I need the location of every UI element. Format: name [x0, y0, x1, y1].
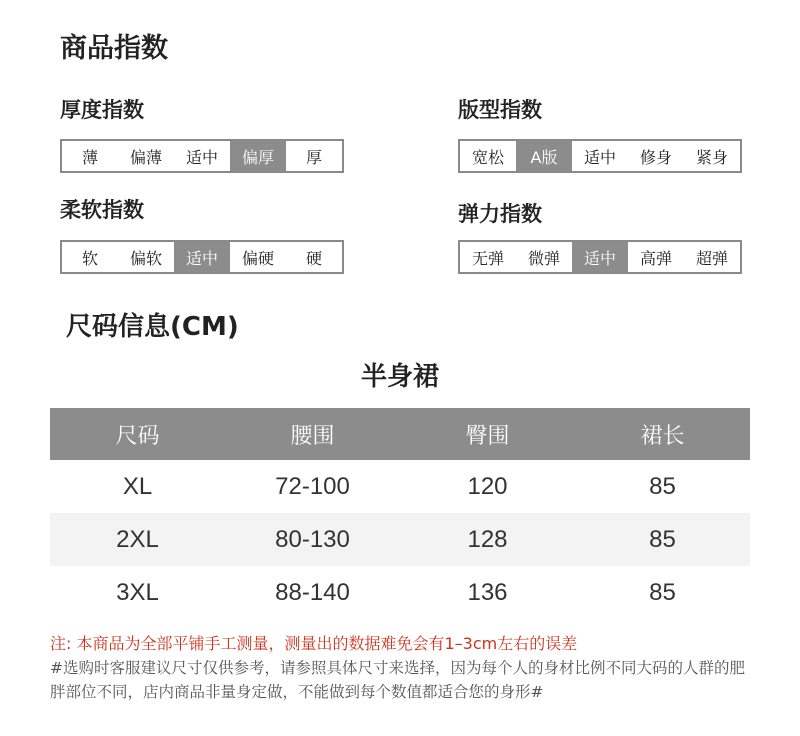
thickness-option: 薄: [81, 147, 98, 167]
table-cell: 128: [467, 525, 508, 553]
softness-scale: [60, 240, 344, 274]
thickness-option: 偏厚: [230, 141, 286, 171]
table-cell: XL: [122, 472, 153, 500]
table-cell: 72-100: [275, 472, 350, 500]
table-cell: 3XL: [116, 578, 159, 606]
thickness-scale: [60, 139, 344, 173]
column-header: 腰围: [290, 423, 335, 449]
measurement-warning: 注: 本商品为全部平铺手工测量，测量出的数据难免会有1–3cm左右的误差: [50, 634, 578, 653]
table-cell: 85: [649, 525, 676, 553]
elasticity-scale: [458, 240, 742, 274]
thickness-option: 厚: [305, 147, 322, 167]
softness-option: 偏硬: [241, 248, 274, 268]
table-cell: 120: [467, 472, 508, 500]
size-info-title: 尺码信息(CM): [66, 312, 239, 342]
softness-option: 偏软: [129, 248, 162, 268]
softness-option: 硬: [305, 248, 322, 268]
table-cell: 2XL: [116, 525, 159, 553]
table-row: [50, 566, 750, 619]
column-header: 裙长: [640, 423, 685, 449]
fit-option: 适中: [583, 147, 616, 167]
table-row: [50, 460, 750, 513]
table-cell: 85: [649, 578, 676, 606]
table-row: [50, 513, 750, 566]
table-header: [50, 408, 750, 460]
softness-option: 软: [81, 248, 98, 268]
elasticity-option: 适中: [572, 242, 628, 272]
elasticity-option: 超弹: [695, 248, 728, 268]
table-cell: 85: [649, 472, 676, 500]
elasticity-option: 高弹: [639, 248, 672, 268]
fit-option: A版: [516, 141, 572, 171]
table-cell: 136: [467, 578, 508, 606]
table-cell: 80-130: [275, 525, 350, 553]
fit-option: 紧身: [695, 147, 728, 167]
thickness-title: 厚度指数: [60, 98, 144, 122]
softness-option: 适中: [174, 242, 230, 272]
fit-scale: [458, 139, 742, 173]
elasticity-title: 弹力指数: [458, 202, 542, 226]
elasticity-option: 无弹: [471, 248, 504, 268]
column-header: 尺码: [115, 423, 160, 449]
size-table-title: 半身裙: [360, 362, 439, 392]
size-table: [50, 408, 750, 619]
size-disclaimer: #选购时客服建议尺寸仅供参考，请参照具体尺寸来选择，因为每个人的身材比例不同大码的人群的肥胖部位不同，店内商品非量身定做，不能做到每个数值都适合您的身形#: [50, 659, 745, 701]
page-title: 商品指数: [60, 33, 168, 64]
fit-title: 版型指数: [458, 98, 542, 122]
softness-title: 柔软指数: [60, 198, 144, 222]
thickness-option: 偏薄: [129, 147, 162, 167]
elasticity-option: 微弹: [527, 248, 560, 268]
thickness-option: 适中: [185, 147, 218, 167]
fit-option: 宽松: [471, 147, 504, 167]
table-cell: 88-140: [275, 578, 350, 606]
fit-option: 修身: [639, 147, 672, 167]
column-header: 臀围: [465, 423, 510, 449]
